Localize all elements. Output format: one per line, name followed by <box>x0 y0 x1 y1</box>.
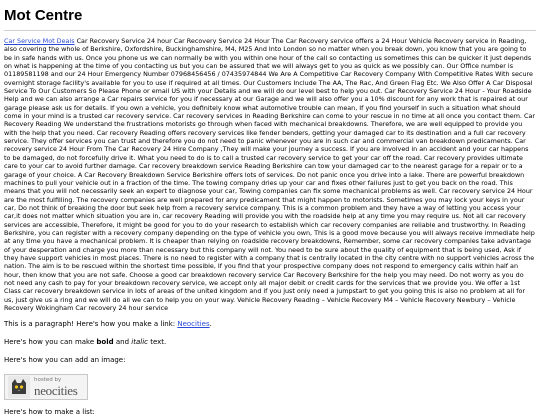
title-divider <box>4 30 536 31</box>
bold-example: bold <box>96 338 114 347</box>
link-example-paragraph <box>4 320 536 329</box>
link-example-prefix: This is a paragraph! Here's how you make a link: <box>4 320 178 329</box>
hosted-by-neocities-badge[interactable] <box>4 374 88 400</box>
image-example-paragraph: Here's how you can add an image: <box>4 356 126 365</box>
link-example-suffix: . <box>209 320 212 329</box>
italic-example: italic <box>131 338 148 347</box>
neocities-link[interactable]: Neocities <box>177 320 210 329</box>
page <box>0 6 540 417</box>
car-service-mot-deals-link[interactable]: Car Service Mot Deals <box>4 37 75 45</box>
neocities-cat-logo-icon <box>8 376 30 398</box>
badge-brand-label: neocities <box>34 382 78 398</box>
format-example-paragraph <box>4 338 536 347</box>
format-example-prefix: Here's how you can make <box>4 338 97 347</box>
format-example-suffix: text. <box>147 338 167 347</box>
article-paragraph <box>4 37 536 312</box>
list-example-paragraph: Here's how to make a list: <box>4 408 95 417</box>
page-title: Mot Centre <box>4 7 83 24</box>
article-text: Car Recovery Service 24 hour Car Recovery Service 24 Hour The Car Recovery service offers a 24 Hour Vehicle Recovery service in Reading, also covering the whole of Berkshire, Oxfordshire, Buckinghamshire, M4, M25 And Into London so no matter when you break down, you know that you are going to be in safe hands with us. Once you phone us we can normally be with you within one hour of the call so contacting us sometimes this can be quicker it just depends on what is happening at the time of you contacting us but you can be assured that we will always get to you as quick as we possibly can. Our Office number is 01189581198 and our 24 Hour Emergency Number 07968456456 / 07435974844 We Are A Competitive Car Recovery Company With Competitive Rates With secure overnight storage facility's available for you to use if required at all times. Our Customers Include The AA, The Rac, And Green Flag Etc. We Also Offer A Car Disposal Service To Our Customers So Please Phone or email US with your Details and we will do our level best to help you out. Car Recovery Service 24 Hour - Your Roadside Help and we can also arrange a Car repairs service for you if necessary at our Garage and we will also offer you a 10% discount for any work that is repaired at our garage please ask us for details. If you own a vehicle, you definitely know what automotive trouble can mean, If you find yourself in such a situation what should come in your mind is a trusted car recovery service. Car recovery services in Reading Berkshire can come to your rescue in no time at all once you contact them. Car Recovery Reading We understand the frustrations motorists go through when faced with mechanical breakdowns. Therefore, we are well equipped to provide you with the help that you need. Car recovery Reading offers recovery services like fender benders, getting your damaged car to its destination and a full car recovery service. They offer services you can trust and therefore you do not need to panic whenever you are in such car and commercial van breakdown predicaments. Car recovery service 24 Hour From The Car Recovery 24 Hire Company ,They will make your journey a success. If you are involved in an accident and your car happens to be damaged, do not forcefully drive it. What you need to do is to call a trusted car recovery service to get your car off the road. Car recovery provides ultimate care to your car to avoid further damage. Car recovery breakdown service Reading Berkshire can tow your damaged car to the nearest garage for a repair or to a garage of your choice. A Car Recovery Breakdown Service Berkshire offers lots of services. Do not panic once you drive into a lake. There are powerful breakdown machines to pull your vehicle out in a fraction of the time. The towing company dries up your car and fixes other failures just to get you back on the road. This means that you will not necessarily seek an expert to diagnose your car, Towing companies can fix some mechanical problems as well. Car recovery service 24 Hour are the most fulfilling. The recovery companies are well prepared for any predicament that might happen to motorists. Sometimes you may lock your keys in your car, Do not think of breaking the door but seek help from a recovery service company. This is a common problem and they have a way of letting you access your car,it does not matter which situation you are in, car recovery Reading will provide you with the roadside help at any time you may require us. Not all car recovery services are accessible, Therefore, it might be good for you to do your research to establish which car recovery companies are reliable and trustworthy. In Reading Berkshire, you can register with a recovery company depending on the type of vehicle you own, This is a good move because you will always receive immediate help at any time you have a mechanical problem. It is cheaper than relying on roadside recovery breakdowns, Remember, some car recovery companies take advantage of your desperation and charge you more than necessary but this company will not. You need to be sure about the quality of equipment that is being used, Ask if they have support vehicles in most places. There is no need to register with a company that is centrally located in the city centre with no support vehicles across the nation. The aim is to be rescued within the shortest time possible, If you find that your prospective company does not respond to emergency calls within half an hour, then know that you are not safe. Choose a good car breakdown recovery service Car Recovery Berkshire for the help you may need. Do not worry as you do not need any cash to pay for your breakdown recovery service, we accept only all major debit or credit cards for the services that we provide you. We offer a 1st Class car recovery breakdown service in lots of areas of the united kingdom and if you just only need a jumpstart to get you going this is also no problem at all for us, just give us a ring and we will do all we can to help you on your way. Vehicle Recovery Reading – Vehicle Recovery M4 – Vehicle Recovery Newbury – Vehicle Recovery Wokingham Car recovery 24 hour service <box>4 37 535 312</box>
format-example-middle: and <box>113 338 132 347</box>
badge-hosted-label: hosted by <box>34 377 62 384</box>
